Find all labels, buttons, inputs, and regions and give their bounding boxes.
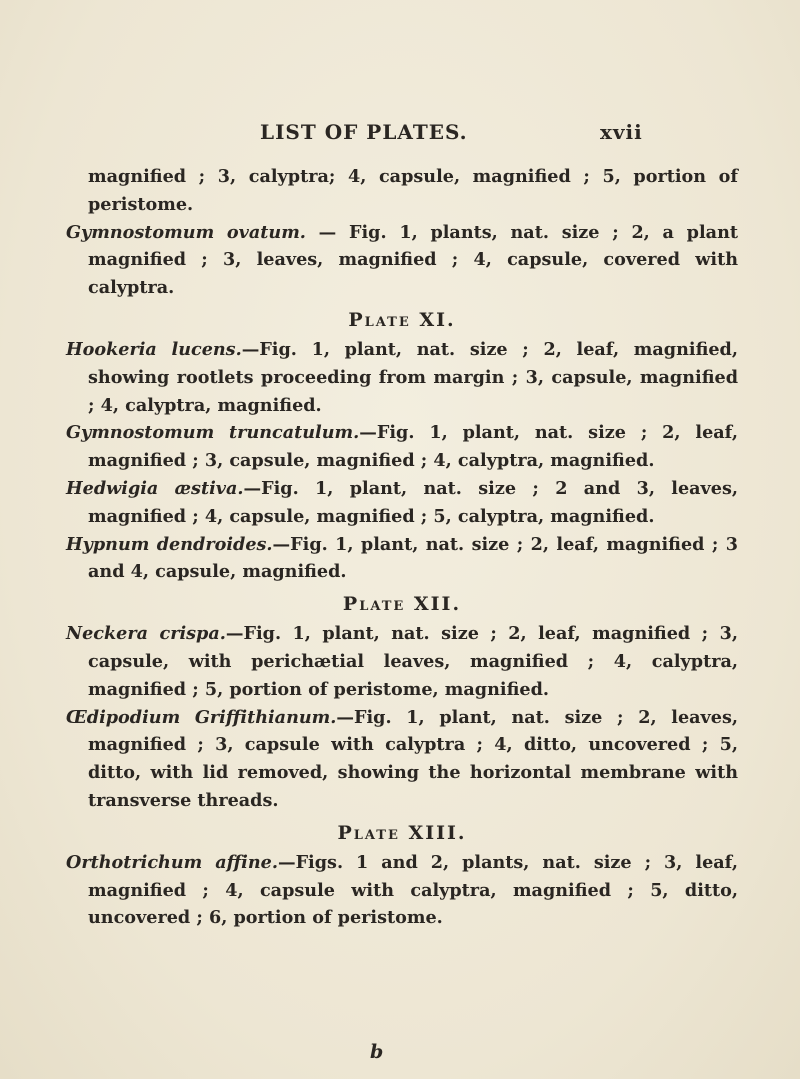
species-description: —Fig. 1, plant, nat. size ; 2, leaf, magnified ; 3, capsule, magnified ; 4, calyptra, magnified. (88, 422, 738, 472)
species-entry (66, 531, 738, 587)
plate-list (66, 163, 738, 932)
species-name: Hedwigia æstiva. (66, 477, 244, 499)
signature-mark: b (370, 1041, 384, 1063)
species-description: —Fig. 1, plant, nat. size ; 2 and 3, leaves, magnified ; 4, capsule, magnified ; 5, calyptra, magnified. (88, 477, 738, 527)
continued-entry: magnified ; 3, calyptra; 4, capsule, magnified ; 5, portion of peristome. (88, 166, 738, 215)
species-name: Œdipodium Griffithianum. (66, 706, 337, 728)
species-description: —Fig. 1, plant, nat. size ; 2, leaves, magnified ; 3, capsule with calyptra ; 4, ditto, uncovered ; 5, ditto, with lid removed, showing the horizontal membrane with transverse threads. (88, 706, 738, 811)
plate-heading: Plate XII. (342, 593, 462, 616)
species-entry (66, 704, 738, 815)
species-name: Gymnostomum truncatulum. (66, 422, 360, 444)
species-entry (66, 849, 738, 932)
species-entry (66, 620, 738, 703)
species-entry (66, 219, 738, 302)
species-description: —Fig. 1, plant, nat. size ; 2, leaf, magnified ; 3, capsule, with perichætial leaves, magnified ; 4, calyptra, magnified ; 5, portion of peristome, magnified. (88, 623, 738, 700)
species-entry (66, 419, 738, 475)
running-title: LIST OF PLATES. (260, 120, 468, 144)
plate-heading: Plate XIII. (337, 821, 467, 844)
plate-heading: Plate XI. (348, 308, 456, 331)
species-entry (66, 336, 738, 419)
species-name: Hypnum dendroides. (66, 533, 273, 555)
species-description: —Fig. 1, plant, nat. size ; 2, leaf, magnified ; 3 and 4, capsule, magnified. (88, 533, 738, 583)
species-description: —Fig. 1, plant, nat. size ; 2, leaf, magnified, showing rootlets proceeding from margin ; 3, capsule, magnified ; 4, calyptra, magnified. (88, 338, 738, 416)
page-number: xvii (600, 120, 643, 144)
species-description: — Fig. 1, plants, nat. size ; 2, a plant magnified ; 3, leaves, magnified ; 4, capsule, covered with calyptra. (88, 221, 738, 299)
species-name: Gymnostomum ovatum. (66, 221, 306, 243)
species-name: Hookeria lucens. (66, 338, 242, 360)
species-entry (66, 475, 738, 531)
species-description: —Figs. 1 and 2, plants, nat. size ; 3, leaf, magnified ; 4, capsule with calyptra, magnified ; 5, ditto, uncovered ; 6, portion of peristome. (88, 851, 738, 929)
species-name: Neckera crispa. (66, 623, 226, 645)
species-name: Orthotrichum affine. (66, 851, 278, 873)
page-header (0, 120, 800, 150)
